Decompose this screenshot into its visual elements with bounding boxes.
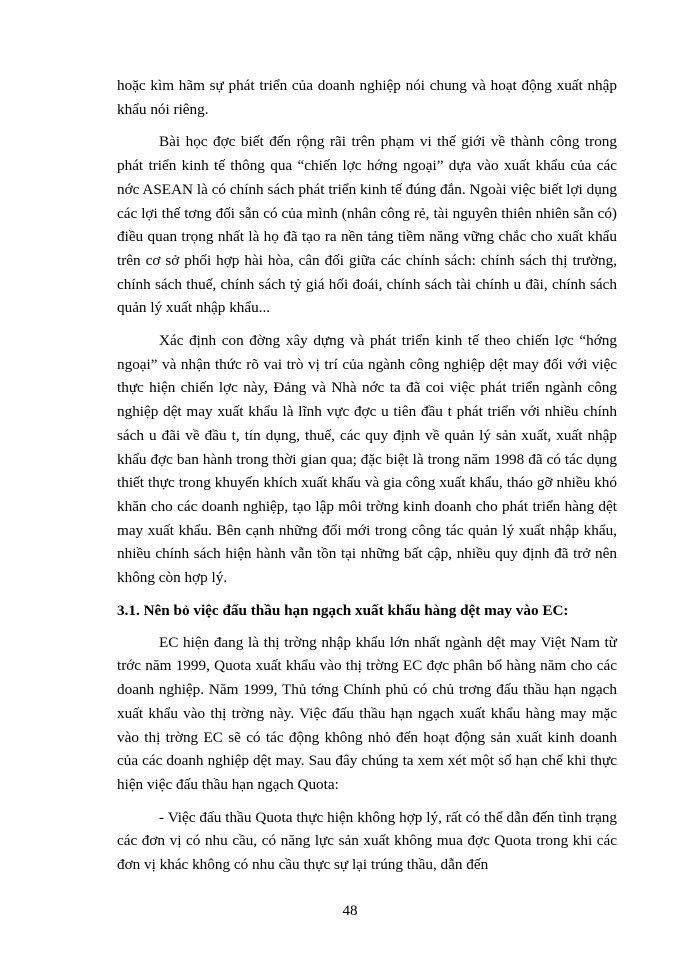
paragraph-ec-market: EC hiện đang là thị trờng nhập khẩu lớn nhất ngành dệt may Việt Nam từ trớc năm 1999, Quota xuất khẩu vào thị trờng EC đợc phân bổ hàng năm cho các doanh nghiệp. Năm 1999, Thủ tớng Chính phủ có chủ trơng đấu thầu hạn ngạch xuất khẩu vào thị trờng này. Việc đấu thầu hạn ngạch xuất khẩu hàng may mặc vào thị trờng EC sẽ có tác động không nhỏ đến hoạt động sản xuất kinh doanh của các doanh nghiệp dệt may. Sau đây chúng ta xem xét một số hạn chế khi thực hiện việc đấu thầu hạn ngạch Quota: bbox=[117, 633, 617, 793]
page-number: 48 bbox=[342, 903, 358, 919]
paragraph-asean-lesson: Bài học đợc biết đến rộng rãi trên phạm vi thế giới về thành công trong phát triển kinh tế thông qua “chiến lợc hớng ngoại” dựa vào xuất khẩu của các nớc ASEAN là có chính sách phát triển kinh tế đúng đắn. Ngoài việc biết lợi dụng các lợi thế tơng đối sẵn có của mình (nhân công rẻ, tài nguyên thiên nhiên sẵn có) điều quan trọng nhất là họ đã tạo ra nền tảng tiềm năng vững chắc cho xuất khẩu trên cơ sở phối hợp hài hòa, cân đối giữa các chính sách: chính sách thị trường, chính sách thuế, chính sách tỷ giá hối đoái, chính sách tài chính u đãi, chính sách quản lý xuất nhập khẩu... bbox=[117, 133, 617, 317]
paragraph-textile-policy: Xác định con đờng xây dựng và phát triển kinh tế theo chiến lợc “hớng ngoại” và nhận thức rõ vai trò vị trí của ngành công nghiệp dệt may đối với việc thực hiện chiến lợc này, Đảng và Nhà nớc ta đã coi việc phát triển ngành công nghiệp dệt may xuất khẩu là lĩnh vực đợc u tiên đầu t phát triển với nhiều chính sách u đãi về đầu t, tín dụng, thuế, các quy định về quản lý sản xuất, xuất nhập khẩu đợc ban hành trong thời gian qua; đặc biệt là trong năm 1998 đã có tác dụng thiết thực trong khuyến khích xuất khẩu và gia công xuất khẩu, tháo gỡ nhiều khó khăn cho các doanh nghiệp, tạo lập môi trờng kinh doanh cho phát triển hàng dệt may xuất khẩu. Bên cạnh những đổi mới trong công tác quản lý xuất nhập khẩu, nhiều chính sách hiện hành vẫn tồn tại những bất cập, nhiều quy định đã trở nên không còn hợp lý. bbox=[117, 332, 617, 587]
page-body bbox=[117, 74, 617, 886]
section-heading: 3.1. Nên bỏ việc đấu thầu hạn ngạch xuất khẩu hàng dệt may vào EC: bbox=[117, 601, 569, 619]
paragraph-quota-bidding: - Việc đấu thầu Quota thực hiện không hợp lý, rất có thể dẫn đến tình trạng các đơn vị có nhu cầu, có năng lực sản xuất không mua đợc Quota trong khi các đơn vị khác không có nhu cầu thực sự lại trúng thầu, dẫn đến bbox=[117, 808, 617, 874]
paragraph-continuation: hoặc kìm hãm sự phát triển của doanh nghiệp nói chung và hoạt động xuất nhập khẩu nói riêng. bbox=[117, 77, 617, 118]
